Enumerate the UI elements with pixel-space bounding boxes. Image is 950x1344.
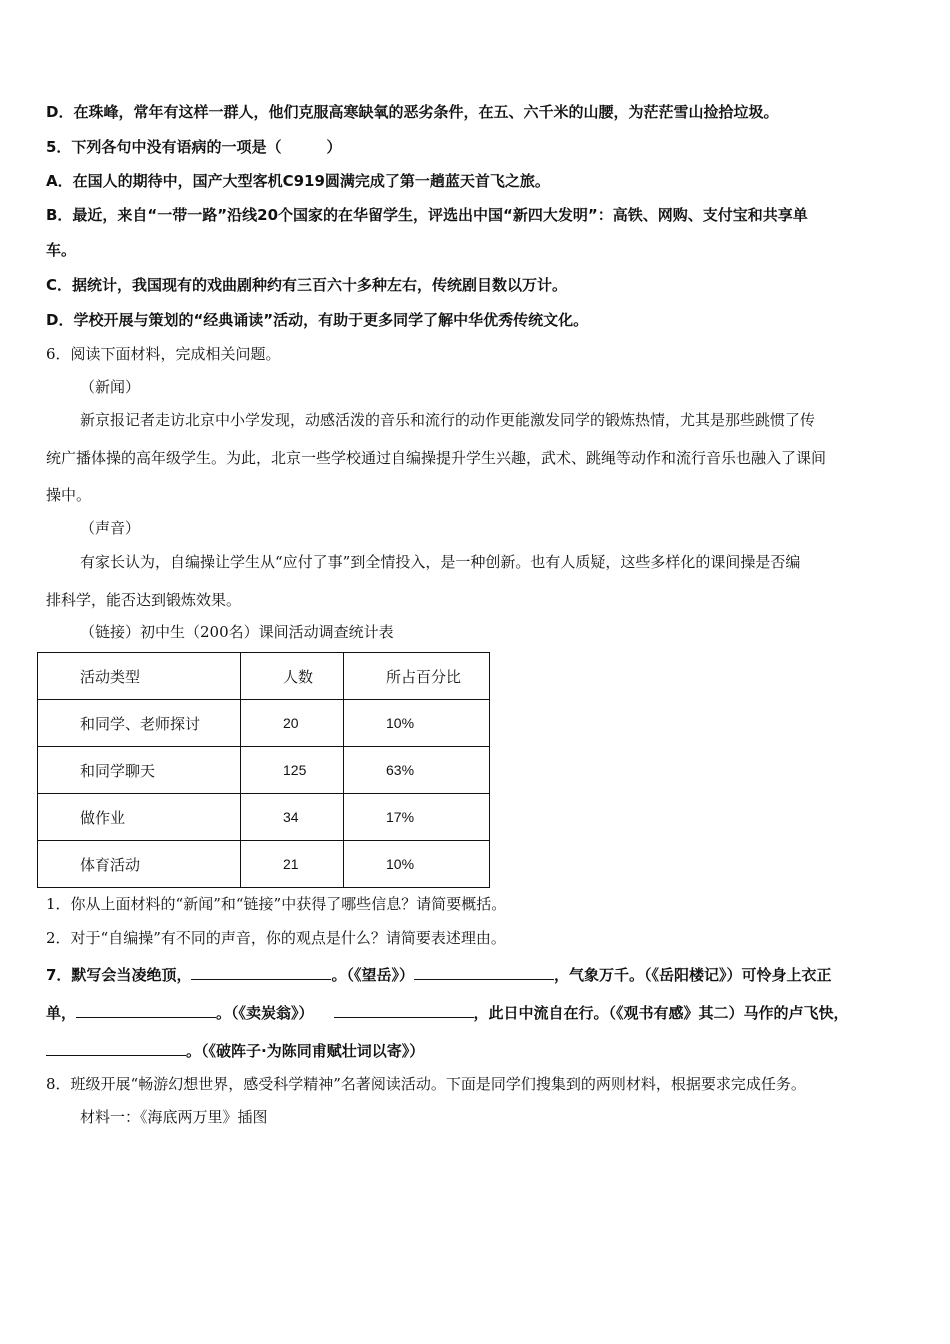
q7-text: 。（《望岳》）	[331, 966, 414, 984]
q7-text: 。（《卖炭翁》）	[216, 1004, 314, 1022]
table-cell: 125	[241, 747, 344, 794]
q6-sub-question-2: 2．对于“自编操”有不同的声音，你的观点是什么？请简要表述理由。	[46, 929, 506, 947]
answer-blank[interactable]	[414, 963, 554, 980]
q8-material-1: 材料一：《海底两万里》插图	[80, 1108, 268, 1126]
q5-option-d: D．学校开展与策划的“经典诵读”活动，有助于更多同学了解中华优秀传统文化。	[46, 311, 589, 329]
table-cell: 和同学聊天	[38, 747, 241, 794]
answer-blank[interactable]	[76, 1001, 216, 1018]
q7-text: ，此日中流自在行。（《观书有感》其二）马作的卢飞快，	[473, 1004, 849, 1022]
table-cell: 10%	[344, 700, 490, 747]
table-row	[38, 841, 490, 888]
table-header-row	[38, 653, 490, 700]
header-cell: 人数	[241, 653, 344, 700]
table-cell: 做作业	[38, 794, 241, 841]
q7-text: 7．默写会当凌绝顶，	[46, 966, 192, 984]
q6-stem: 6．阅读下面材料，完成相关问题。	[46, 345, 281, 363]
table-row	[38, 747, 490, 794]
q5-stem: 5．下列各句中没有语病的一项是（ ）	[46, 138, 342, 156]
table-cell: 21	[241, 841, 344, 888]
voice-label: （声音）	[80, 519, 141, 537]
q7-line-1	[46, 963, 831, 985]
table-cell: 63%	[344, 747, 490, 794]
q8-stem: 8．班级开展“畅游幻想世界，感受科学精神”名著阅读活动。下面是同学们搜集到的两则材料，根据要求完成任务。	[46, 1075, 806, 1093]
table-row	[38, 794, 490, 841]
q5-option-b-cont: 车。	[46, 241, 77, 259]
q7-text: 单，	[46, 1004, 77, 1022]
table-cell: 34	[241, 794, 344, 841]
voice-paragraph-1: 有家长认为，自编操让学生从“应付了事”到全情投入，是一种创新。也有人质疑，这些多样化的课间操是否编	[80, 553, 801, 571]
q5-option-b: B．最近，来自“一带一路”沿线20个国家的在华留学生，评选出中国“新四大发明”：高铁、网购、支付宝和共享单	[46, 206, 808, 224]
answer-blank[interactable]	[191, 963, 331, 980]
news-label: （新闻）	[80, 378, 141, 396]
q7-text: ，气象万千。（《岳阳楼记》）可怜身上衣正	[553, 966, 832, 984]
news-paragraph-3: 操中。	[46, 486, 92, 504]
q7-line-3	[46, 1039, 424, 1061]
news-paragraph-2: 统广播体操的高年级学生。为此，北京一些学校通过自编操提升学生兴趣，武术、跳绳等动作和流行音乐也融入了课间	[46, 449, 827, 467]
news-paragraph-1: 新京报记者走访北京中小学发现，动感活泼的音乐和流行的动作更能激发同学的锻炼热情，尤其是那些跳惯了传	[80, 411, 816, 429]
header-cell: 所占百分比	[344, 653, 490, 700]
answer-blank[interactable]	[334, 1001, 474, 1018]
table-cell: 10%	[344, 841, 490, 888]
voice-paragraph-2: 排科学，能否达到锻炼效果。	[46, 591, 242, 609]
q7-text: 。（《破阵子·为陈同甫赋壮词以寄》）	[186, 1042, 425, 1060]
header-cell: 活动类型	[38, 653, 241, 700]
q4-option-d: D．在珠峰，常年有这样一群人，他们克服高寒缺氧的恶劣条件，在五、六千米的山腰，为茫茫雪山捡拾垃圾。	[46, 103, 779, 121]
q5-option-a: A．在国人的期待中，国产大型客机C919圆满完成了第一趟蓝天首飞之旅。	[46, 172, 550, 190]
answer-blank[interactable]	[46, 1039, 186, 1056]
table-row	[38, 700, 490, 747]
survey-table	[37, 652, 490, 888]
table-cell: 20	[241, 700, 344, 747]
table-cell: 和同学、老师探讨	[38, 700, 241, 747]
table-cell: 体育活动	[38, 841, 241, 888]
q5-option-c: C．据统计，我国现有的戏曲剧种约有三百六十多种左右，传统剧目数以万计。	[46, 276, 568, 294]
q7-line-2	[46, 1001, 849, 1023]
table-cell: 17%	[344, 794, 490, 841]
link-label: （链接）初中生（200名）课间活动调查统计表	[80, 623, 394, 641]
q6-sub-question-1: 1．你从上面材料的“新闻”和“链接”中获得了哪些信息？请简要概括。	[46, 895, 507, 913]
